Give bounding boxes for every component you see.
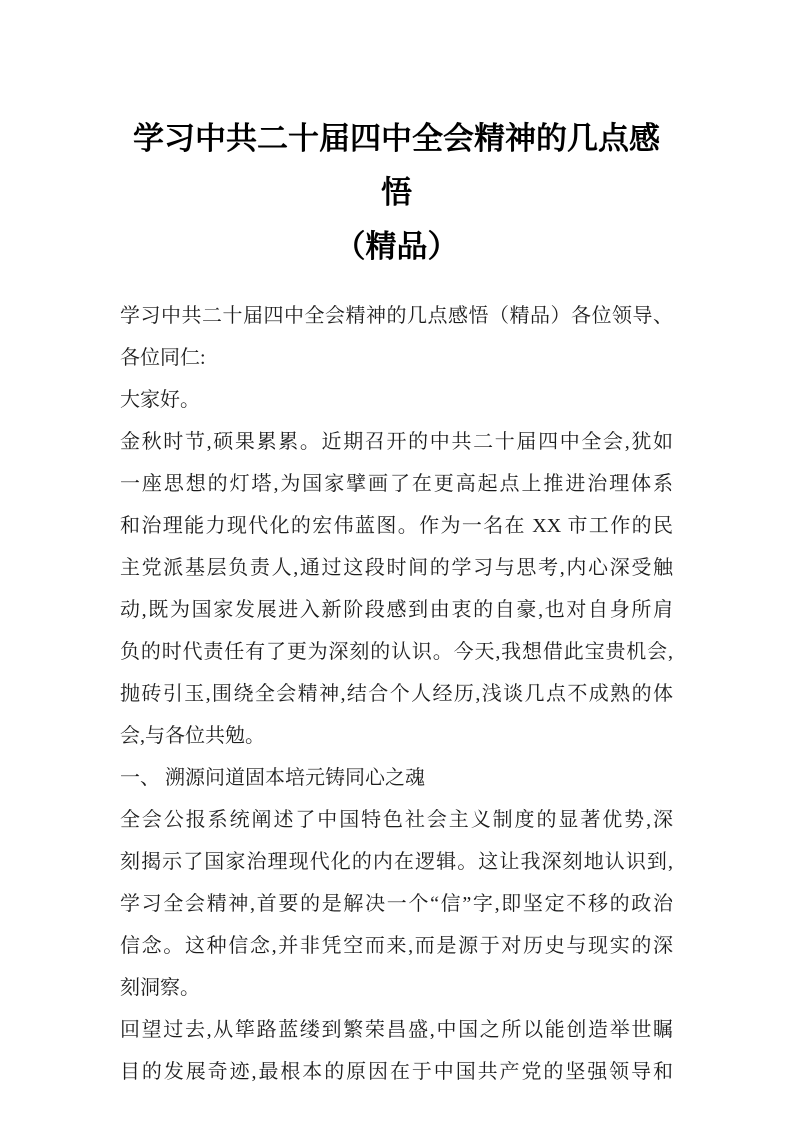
body-line: 大家好。 (120, 389, 200, 411)
body-line: 学习中共二十届四中全会精神的几点感悟（精品）各位领导、 (120, 305, 673, 327)
body-line: 动,既为国家发展进入新阶段感到由衷的自豪,也对自身所肩 (120, 599, 673, 621)
body-line: 全会公报系统阐述了中国特色社会主义制度的显著优势,深 (120, 809, 673, 831)
body-line: 目的发展奇迹,最根本的原因在于中国共产党的坚强领导和 (120, 1061, 673, 1083)
body-line: 主党派基层负责人,通过这段时间的学习与思考,内心深受触 (120, 557, 673, 579)
body-line: 各位同仁: (120, 347, 206, 369)
body-line: 刻揭示了国家治理现代化的内在逻辑。这让我深刻地认识到, (120, 851, 673, 873)
title-line-2: （精品） (334, 229, 459, 264)
document-body (120, 295, 673, 1093)
body-line: 负的时代责任有了更为深刻的认识。今天,我想借此宝贵机会, (120, 641, 673, 663)
body-line: 和治理能力现代化的宏伟蓝图。作为一名在 XX 市工作的民 (120, 515, 673, 537)
document-title (120, 112, 673, 274)
body-line: 信念。这种信念,并非凭空而来,而是源于对历史与现实的深 (120, 935, 673, 957)
body-line: 回望过去,从筚路蓝缕到繁荣昌盛,中国之所以能创造举世瞩 (120, 1019, 673, 1041)
title-line-1: 学习中共二十届四中全会精神的几点感悟 (133, 121, 660, 210)
body-line: 抛砖引玉,围绕全会精神,结合个人经历,浅谈几点不成熟的体 (120, 683, 673, 705)
body-line: 一、 溯源问道固本培元铸同心之魂 (120, 767, 425, 789)
body-line: 会,与各位共勉。 (120, 725, 265, 747)
body-line: 学习全会精神,首要的是解决一个“信”字,即坚定不移的政治 (120, 893, 673, 915)
body-line: 刻洞察。 (120, 977, 200, 999)
body-line: 一座思想的灯塔,为国家擘画了在更高起点上推进治理体系 (120, 473, 673, 495)
body-line: 金秋时节,硕果累累。近期召开的中共二十届四中全会,犹如 (120, 431, 673, 453)
